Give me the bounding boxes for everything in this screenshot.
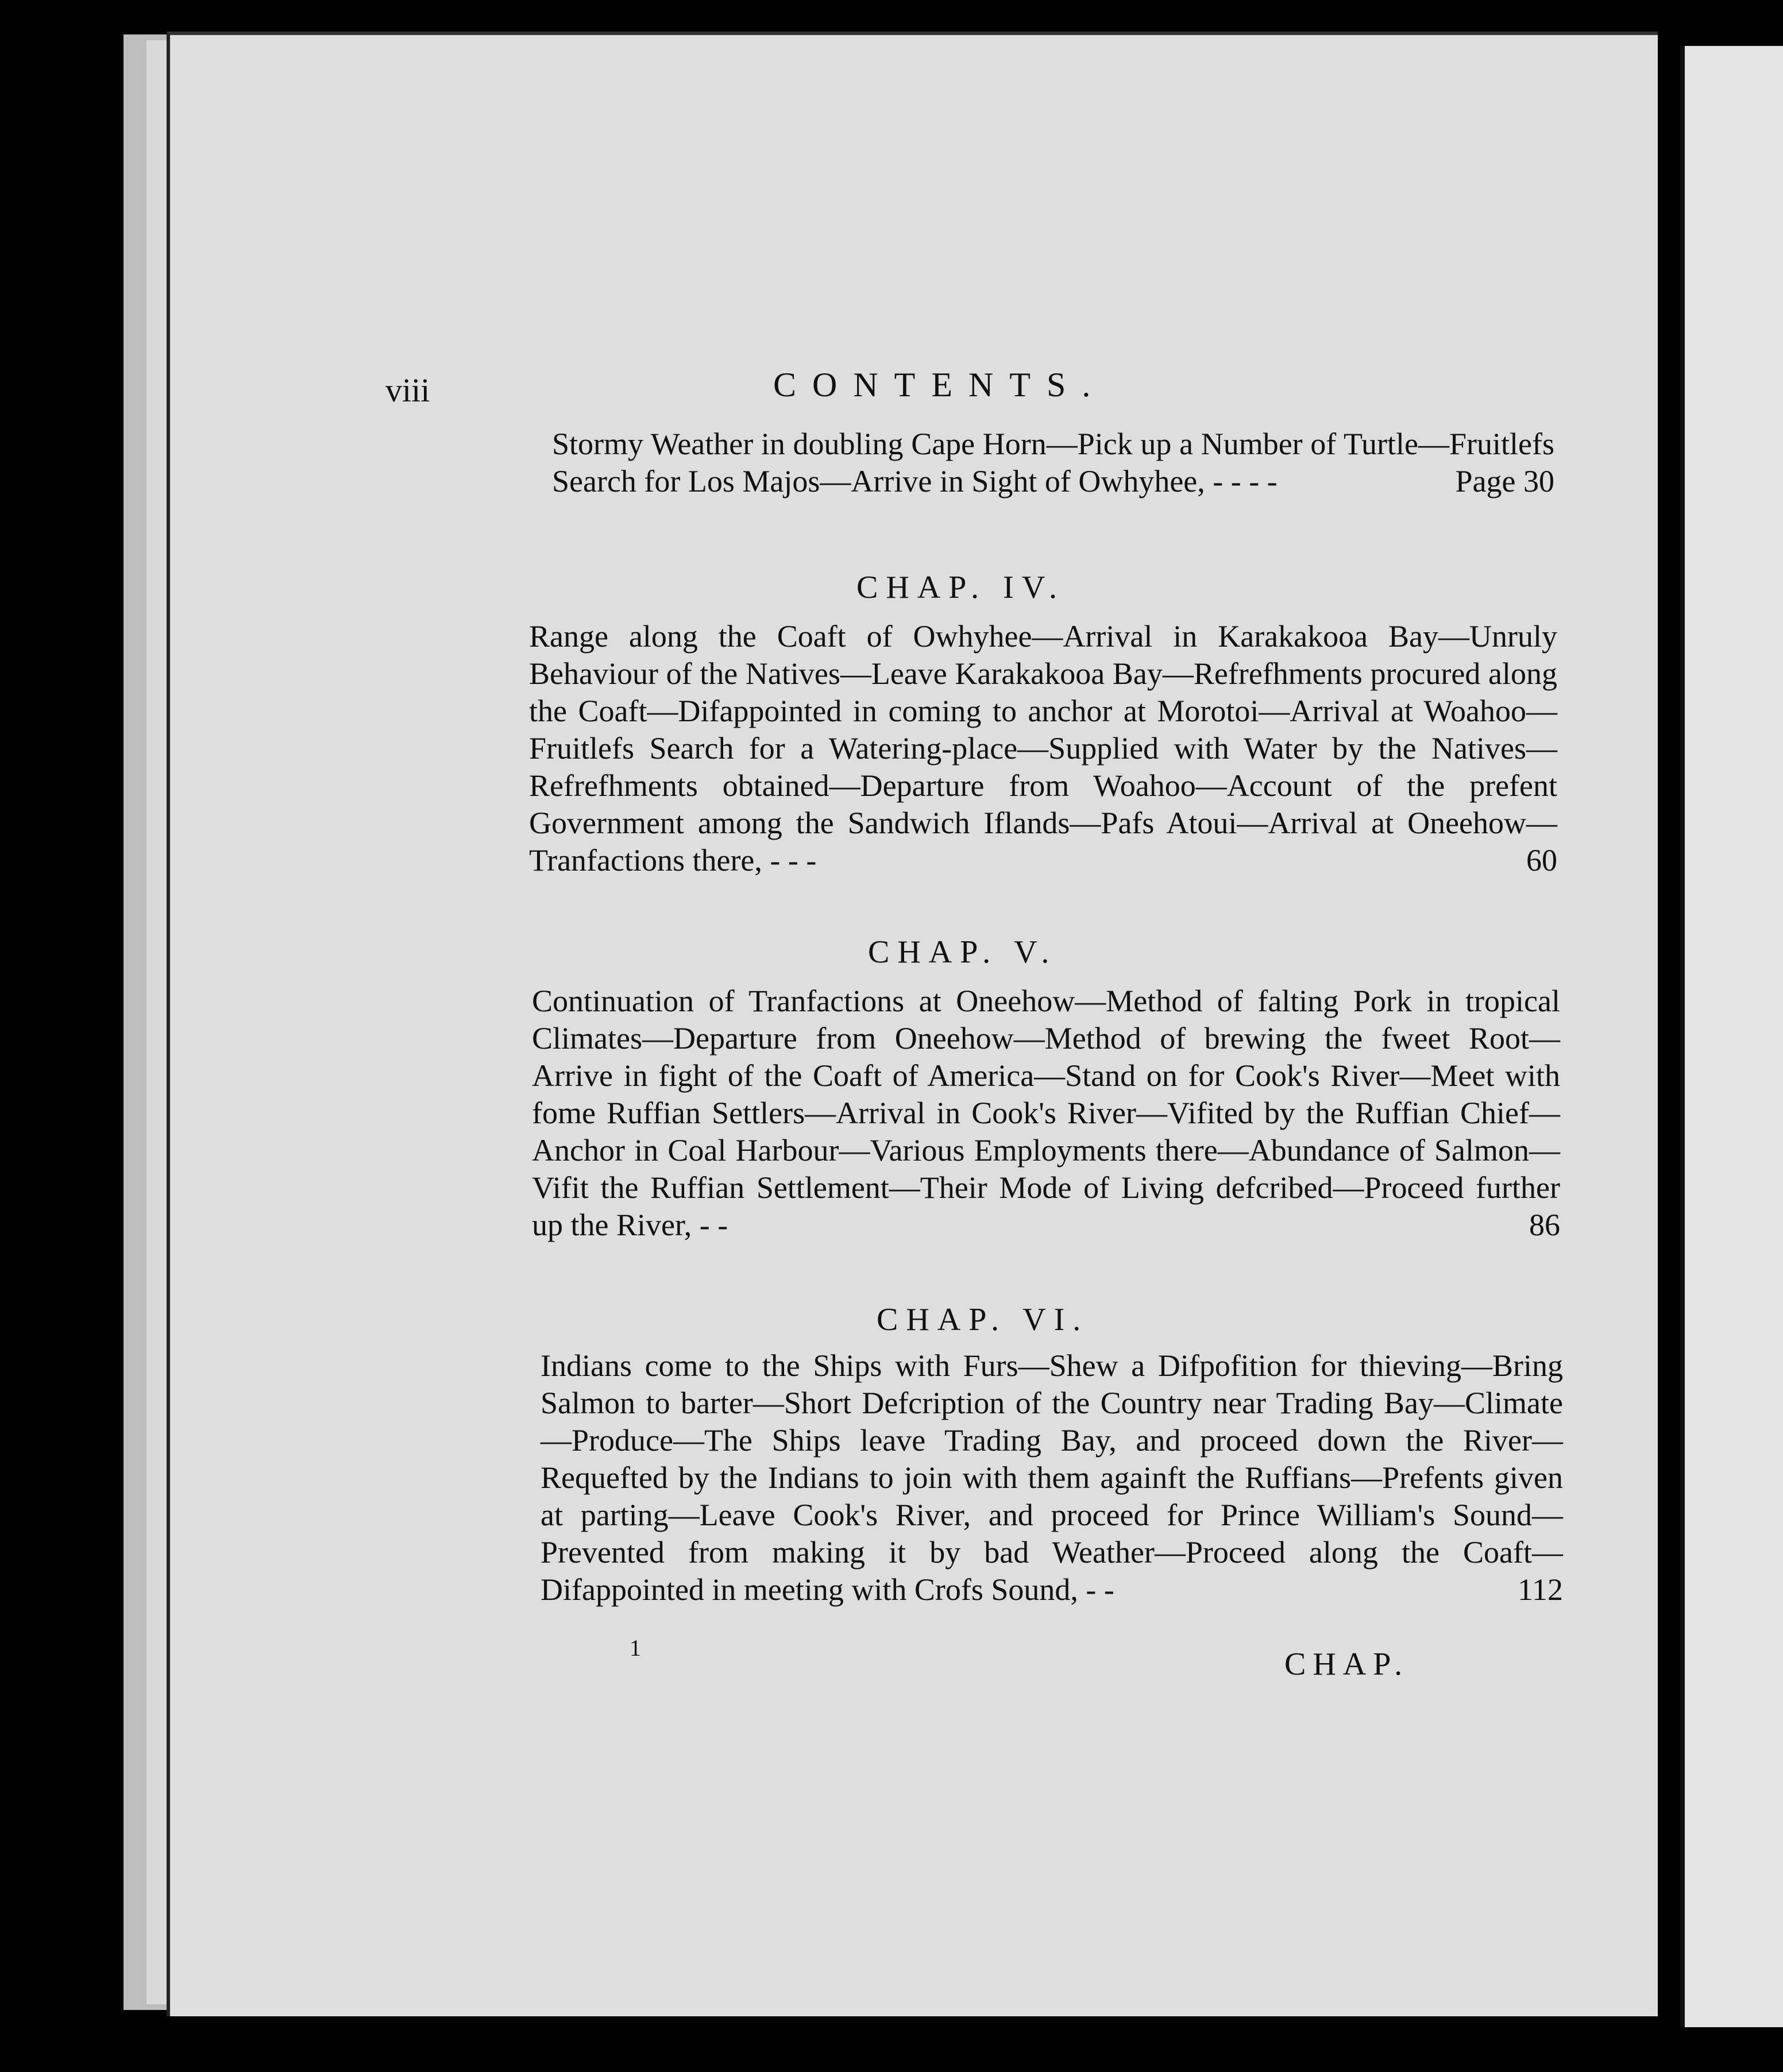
facing-page-edge [1680,46,1783,2027]
chapter-heading-iv: CHAP. IV. [856,570,1066,605]
entry-summary: Range along the Coaft of Owhyhee—Arrival in Karakakooa Bay—Unruly Behaviour of the Natives—Leave Karakakooa Bay—Refrefhments procured along the Coaft—Difappointed in coming to anchor at Morotoi—Arrival at Woahoo—Fruitlefs Search for a Watering-place—Supplied with Water by the Natives—Refrefhments obtained—Departure from Woahoo—Account of the prefent Government among the Sandwich Iflands—Pafs Atoui—Arrival at Oneehow—Tranfactions there, - - - [529,619,1557,877]
entry-summary: Continuation of Tranfactions at Oneehow—Method of falting Pork in tropical Climates—Departure from Oneehow—Method of brewing the fweet Root—Arrive in fight of the Coaft of America—Stand on for Cook's River—Meet with fome Ruffian Settlers—Arrival in Cook's River—Vifited by the Ruffian Chief—Anchor in Coal Harbour—Various Employments there—Abundance of Salmon—Vifit the Ruffian Settlement—Their Mode of Living defcribed—Proceed further up the River, - - [532,984,1560,1242]
entry-summary: Indians come to the Ships with Furs—Shew a Difpofition for thieving—Bring Salmon to barter—Short Defcription of the Country near Trading Bay—Climate—Produce—The Ships leave Trading Bay, and proceed down the River—Requefted by the Indians to join with them againft the Ruffians—Prefents given at parting—Leave Cook's River, and proceed for Prince William's Sound—Prevented from making it by bad Weather—Proceed along the Coaft—Difappointed in meeting with Crofs Sound, - - [541,1348,1563,1607]
entry-page-ref: Page 30 [1455,464,1554,498]
entry-summary: Stormy Weather in doubling Cape Horn—Pick up a Number of Turtle—Fruitlefs Search for Los Majos—Arrive in Sight of Owhyhee, - - - - [552,427,1554,498]
signature-mark: 1 [630,1635,641,1661]
contents-entry-chap-iii [552,426,1554,500]
catchword: CHAP. [1284,1646,1410,1682]
book-page [167,32,1658,2016]
running-head: CONTENTS. [773,366,1107,404]
chapter-heading-v: CHAP. V. [868,934,1058,970]
entry-page-ref: 86 [1529,1208,1560,1242]
contents-entry-chap-iv [529,618,1557,879]
entry-page-ref: 60 [1526,843,1557,877]
contents-entry-chap-v [532,983,1560,1244]
page-number: viii [385,372,430,409]
entry-page-ref: 112 [1518,1572,1563,1607]
chapter-heading-vi: CHAP. VI. [877,1302,1089,1337]
contents-entry-chap-vi [541,1347,1563,1609]
